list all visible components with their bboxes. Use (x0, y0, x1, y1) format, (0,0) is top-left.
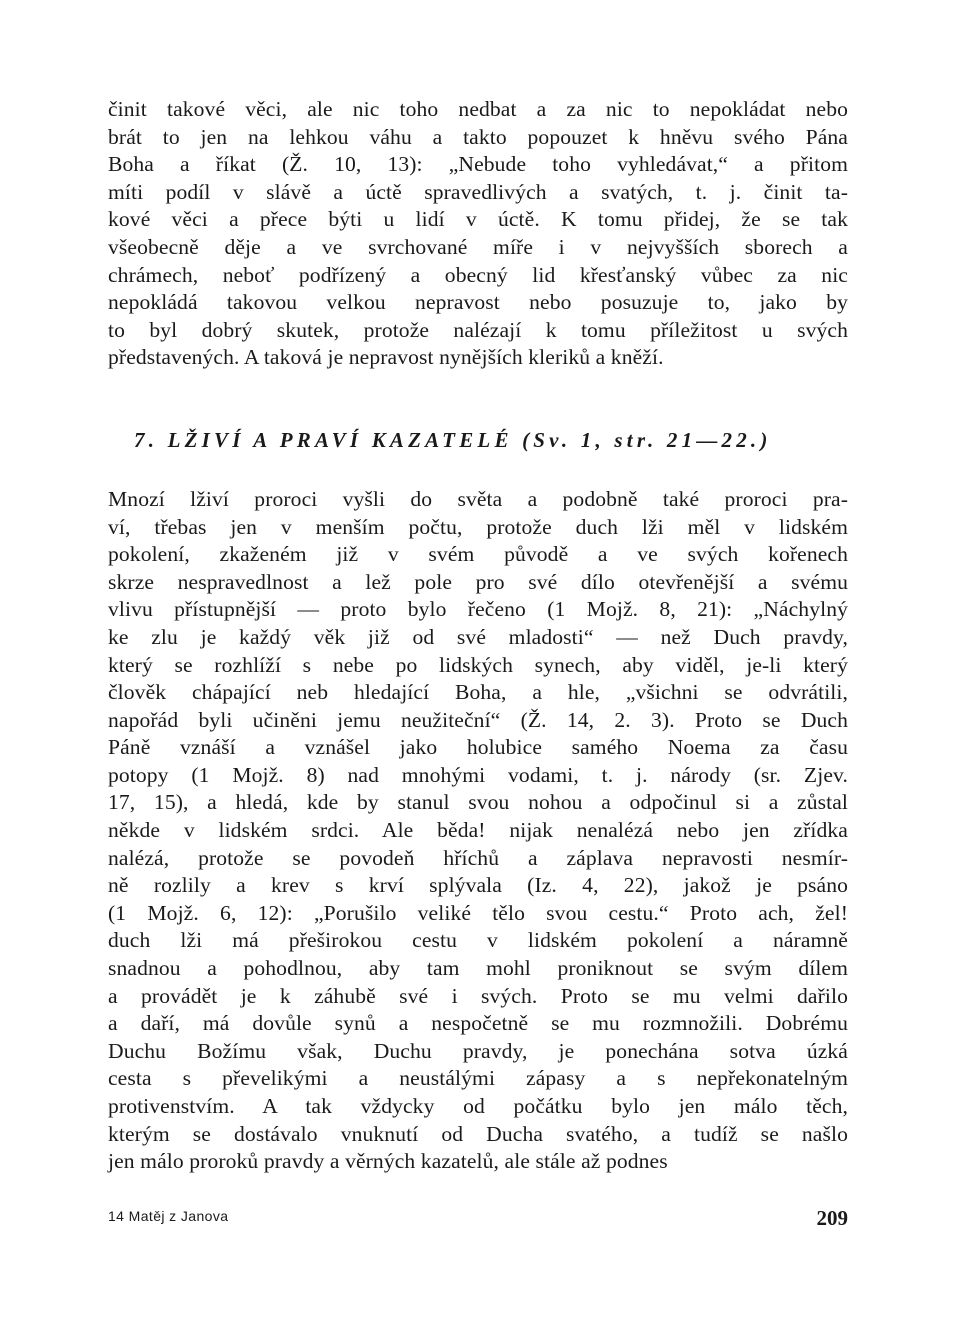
text-line: ke zlu je každý věk již od své mladosti“ — než Duch pravdy, (108, 624, 848, 649)
text-line: Páně vznáší a vznášel jako holubice samého Noema za času (108, 735, 848, 760)
text-line: to byl dobrý skutek, protože nalézají k tomu příležitost u svých (108, 317, 848, 342)
text-line: kové věci a přece býti u lidí v úctě. K tomu přidej, že se tak (108, 207, 848, 232)
text-line: jen málo proroků pravdy a věrných kazatelů, ale stále až podnes (108, 1149, 668, 1174)
text-line: potopy (1 Mojž. 8) nad mnohými vodami, t. j. národy (sr. Zjev. (108, 762, 848, 787)
text-line: míti podíl v slávě a úctě spravedlivých a svatých, t. j. činit ta- (108, 179, 848, 204)
page-footer (108, 1206, 848, 1234)
text-line: brát to jen na lehkou váhu a takto popouzet k hněvu svého Pána (108, 124, 848, 149)
text-line: skrze nespravedlnost a lež pole pro své dílo otevřenější a svému (108, 569, 848, 594)
text-line: vlivu přístupnější — proto bylo řečeno (1 Mojž. 8, 21): „Náchylný (108, 597, 848, 622)
text-line: nalézá, protože se povodeň hříchů a záplava nepravosti nesmír- (108, 845, 848, 870)
text-line: cesta s převelikými a neustálými zápasy a s nepřekonatelným (108, 1066, 848, 1091)
text-line: činit takové věci, ale nic toho nedbat a za nic to nepokládat nebo (108, 97, 848, 121)
text-line: ví, třebas jen v menším počtu, protože duch lži měl v lidském (108, 514, 848, 539)
printer-signature: 14 Matěj z Janova (108, 1208, 229, 1224)
text-line: Duchu Božímu však, Duchu pravdy, je ponechána sotva úzká (108, 1038, 848, 1063)
paragraph-main (108, 486, 848, 1176)
text-line: všeobecně děje a ve svrchované míře i v nejvyšších sborech a (108, 234, 848, 259)
text-line: duch lži má přeširokou cestu v lidském pokolení a náramně (108, 928, 848, 953)
text-line: kterým se dostávalo vnuknutí od Ducha svatého, a tudíž se našlo (108, 1121, 848, 1146)
text-line: a daří, má dovůle synů a nespočetně se mu rozmnožili. Dobrému (108, 1011, 848, 1036)
page-number: 209 (816, 1206, 848, 1230)
text-line: Boha a říkat (Ž. 10, 13): „Nebude toho vyhledávat,“ a přitom (108, 152, 848, 177)
text-line: pokolení, zkaženém již v svém původě a ve svých kořenech (108, 542, 848, 567)
book-page (108, 96, 848, 1176)
text-line: 17, 15), a hledá, kde by stanul svou nohou a odpočinul si a zůstal (108, 790, 848, 815)
text-line: protivenstvím. A tak vždycky od počátku bylo jen málo těch, (108, 1094, 848, 1118)
text-line: chrámech, neboť podřízený a obecný lid křesťanský vůbec za nic (108, 262, 848, 287)
text-line: Mnozí lživí proroci vyšli do světa a podobně také proroci pra- (108, 486, 848, 511)
text-line: (1 Mojž. 6, 12): „Porušilo veliké tělo svou cestu.“ Proto ach, žel! (108, 900, 848, 925)
text-line: někde v lidském srdci. Ale běda! nijak nenalézá nebo jen zřídka (108, 818, 848, 843)
text-line: nepokládá takovou velkou nepravost nebo posuzuje to, jako by (108, 290, 848, 315)
text-line: člověk chápající neb hledající Boha, a hle, „všichni se odvrátili, (108, 680, 848, 705)
paragraph-continuation (108, 96, 848, 372)
text-line: napořád byli učiněni jemu neužiteční“ (Ž. 14, 2. 3). Proto se Duch (108, 707, 848, 732)
text-line: představených. A taková je nepravost nynějších kleriků a kněží. (108, 345, 664, 370)
text-line: ně rozlily a krev s krví splývala (Iz. 4, 22), jakož je psáno (108, 873, 848, 898)
text-line: a provádět je k záhubě své i svých. Proto se mu velmi dařilo (108, 983, 848, 1008)
section-heading: 7. LŽIVÍ A PRAVÍ KAZATELÉ (Sv. 1, str. 21—22.) (134, 427, 772, 452)
text-line: snadnou a pohodlnou, aby tam mohl proniknout se svým dílem (108, 956, 848, 981)
text-line: který se rozhlíží s nebe po lidských synech, aby viděl, je-li který (108, 652, 848, 677)
